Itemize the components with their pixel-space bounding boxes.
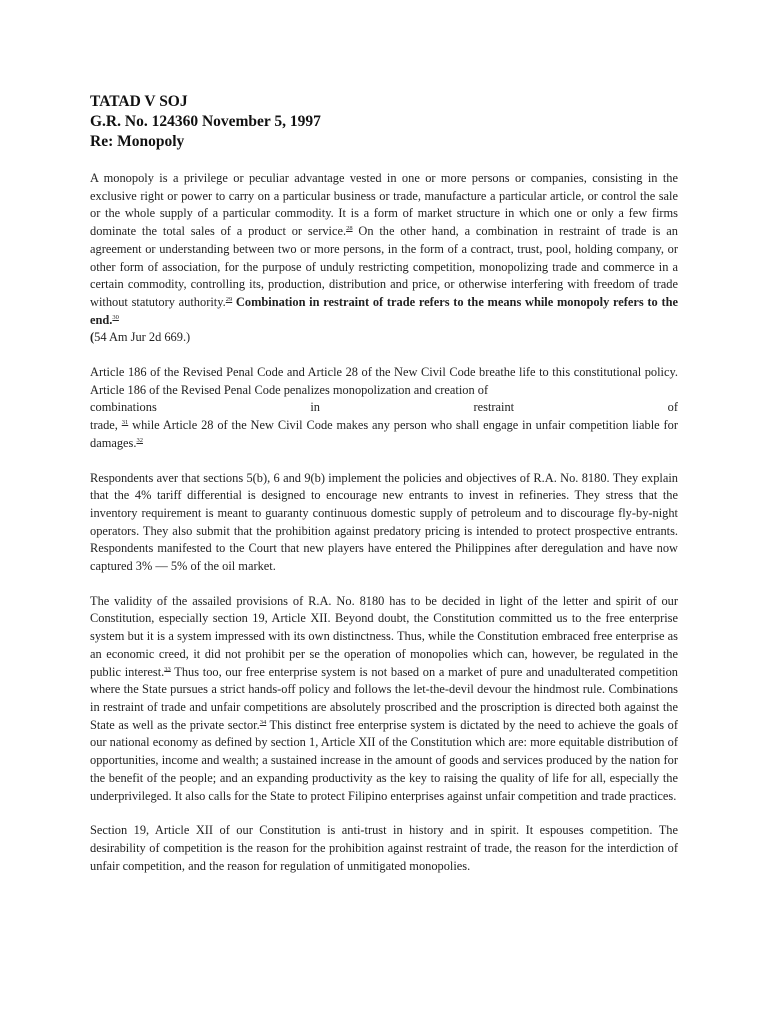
footnote-ref-32[interactable]: 32 <box>136 436 143 444</box>
footnote-ref-30[interactable]: 30 <box>112 313 119 321</box>
paragraph-text: Article 186 of the Revised Penal Code and Article 28 of the New Civil Code breathe life to this constitutional policy. Article 186 of the Revised Penal Code penalizes monopolization and creation of <box>90 365 678 397</box>
paragraph-text: while Article 28 of the New Civil Code makes any person who shall engage in unfair competition liable for damages. <box>90 418 678 450</box>
case-number-date: G.R. No. 124360 November 5, 1997 <box>90 113 321 130</box>
case-subject: Re: Monopoly <box>90 133 185 150</box>
word: in <box>310 400 320 415</box>
paragraph-text: On the other hand, a combination in restraint of trade is an agreement or understanding between two or more persons, in the form of a contract, trust, pool, holding company, or other form of association, for the purpose of unduly restricting competition, monopolizing trade and commerce in a certain commodity, controlling its, production, distribution and price, or otherwise interfering with freedom of trade without statutory authority. <box>90 224 678 309</box>
paragraph-text: trade, <box>90 418 118 433</box>
paragraph-text: Thus too, our free enterprise system is not based on a market of pure and unadulterated competition where the State pursues a strict hands-off policy and follows the let-the-devil devour the hindmost rule. Combinations in restraint of trade and unfair competitions are absolutely proscribed and the proscription is directed both against the State as well as the private sector. <box>90 664 678 732</box>
footnote-ref-33[interactable]: 33 <box>164 665 171 673</box>
citation-text: 54 Am Jur 2d 669.) <box>94 330 191 345</box>
paragraph-penal-code <box>90 364 678 453</box>
case-header <box>90 92 678 152</box>
paragraph-text: This distinct free enterprise system is dictated by the need to achieve the goals of our national economy as defined by section 1, Article XII of the Constitution which are: more equitable distribution of opportunities, income and wealth; a sustained increase in the amount of goods and services produced by the nation for the benefit of the people; and an expanding productivity as the key to raising the quality of life for all, especially the underprivileged. It also calls for the State to protect Filipino enterprises against unfair competition and trade practices. <box>90 717 678 803</box>
open-paren: ( <box>90 330 95 345</box>
footnote-ref-29[interactable]: 29 <box>225 295 233 303</box>
document-page <box>90 92 678 892</box>
paragraph-text: The validity of the assailed provisions of R.A. No. 8180 has to be decided in light of the letter and spirit of our Constitution, especially section 19, Article XII. Beyond doubt, the Constitution committed us to the free enterprise system but it is a system impressed with its own distinctness. Thus, while the Constitution embraced free enterprise as an economic creed, it did not prohibit per se the operation of monopolies which can, however, be regulated in the public interest. <box>90 593 678 679</box>
case-title: TATAD V SOJ <box>90 93 188 110</box>
paragraph-section-19: Section 19, Article XII of our Constitution is anti-trust in history and in spirit. It espouses competition. The desirability of competition is the reason for the prohibition against restraint of trade, the reason for the interdiction of unfair competition, and the reason for regulation of unmitigated monopolies. <box>90 823 678 873</box>
paragraph-text: A monopoly is a privilege or peculiar advantage vested in one or more persons or companies, consisting in the exclusive right or power to carry on a particular business or trade, manufacture a particular article, or control the sale or the whole supply of a particular commodity. It is a form of market structure in which one or only a few firms dominate the total sales of a product or service. <box>90 171 678 239</box>
paragraph-validity <box>90 593 678 805</box>
paragraph-monopoly-definition <box>90 170 678 347</box>
footnote-ref-31[interactable]: 31 <box>121 419 129 427</box>
spread-line <box>90 399 678 417</box>
word: combinations <box>90 400 157 415</box>
word: of <box>667 400 678 415</box>
word: restraint <box>473 400 515 415</box>
footnote-ref-34[interactable]: 34 <box>259 718 267 726</box>
paragraph-respondents: Respondents aver that sections 5(b), 6 and 9(b) implement the policies and objectives of R.A. No. 8180. They explain that the 4% tariff differential is designed to encourage new entrants to invest in refineries. They stress that the inventory requirement is meant to guaranty continuous domestic supply of petroleum and to discourage fly-by-night operators. They also submit that the prohibition against predatory pricing is intended to protect prospective entrants. Respondents manifested to the Court that new players have entered the Philippines after deregulation and have now captured 3% — 5% of the oil market. <box>90 470 678 574</box>
footnote-ref-28[interactable]: 28 <box>346 224 353 232</box>
emphasized-text: Combination in restraint of trade refers to the means while monopoly refers to the end. <box>90 294 678 327</box>
